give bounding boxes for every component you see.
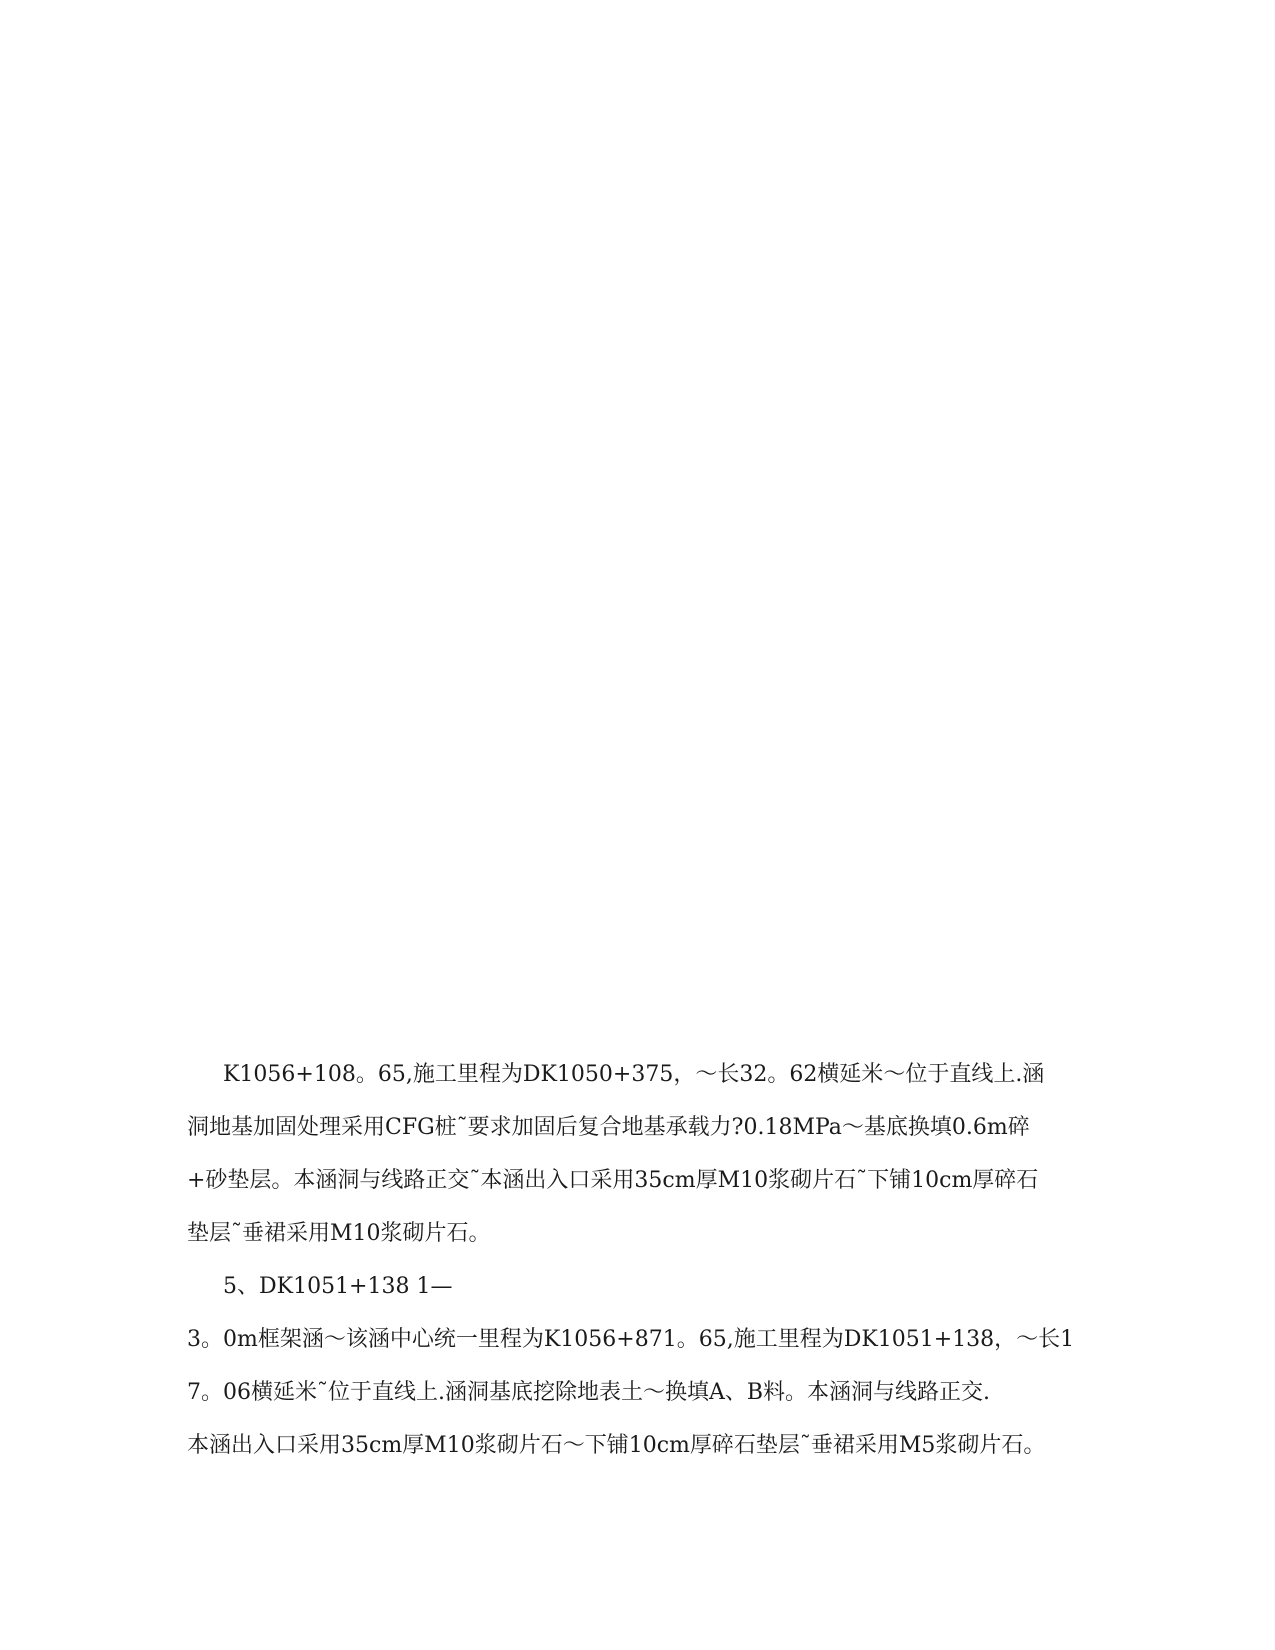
text-line: 本涵出入口采用35cm厚M10浆砌片石～下铺10cm厚碎石垫层˜垂裙采用M5浆砌片石。 <box>187 1433 1046 1458</box>
text-line: 垫层˜垂裙采用M10浆砌片石。 <box>187 1221 491 1246</box>
text-line: +砂垫层。本涵洞与线路正交˜本涵出入口采用35cm厚M10浆砌片石˜下铺10cm厚碎石 <box>187 1168 1039 1193</box>
text-line: 7。06横延米˜位于直线上.涵洞基底挖除地表土～换填A、B料。本涵洞与线路正交. <box>187 1380 991 1405</box>
section-heading: 5、DK1051+138 1— <box>223 1274 453 1299</box>
text-line: 3。0m框架涵～该涵中心统一里程为K1056+871。65,施工里程为DK1051+138，～长1 <box>187 1327 1075 1352</box>
text-line: 洞地基加固处理采用CFG桩˜要求加固后复合地基承载力?0.18MPa～基底换填0.6m碎 <box>187 1115 1030 1140</box>
body-text <box>187 1048 1092 1472</box>
text-line: K1056+108。65,施工里程为DK1050+375，～长32。62横延米～位于直线上.涵 <box>223 1062 1045 1087</box>
